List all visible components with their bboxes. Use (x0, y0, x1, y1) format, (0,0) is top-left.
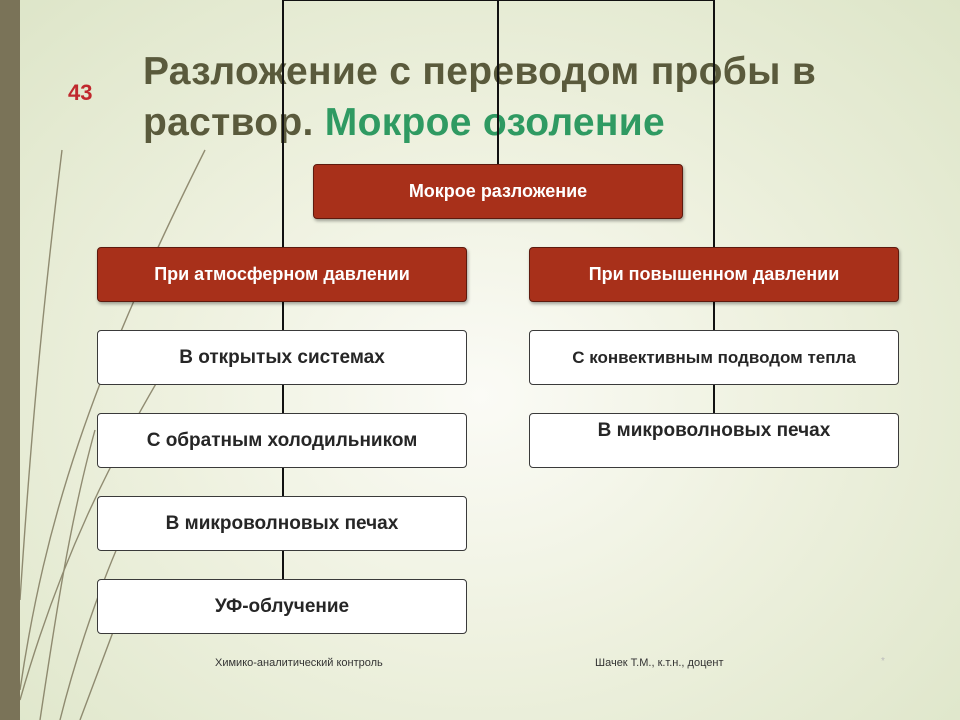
title-main: Разложение с переводом пробы в раствор. (143, 50, 817, 144)
footer-mark: * (881, 656, 885, 667)
left-item-node: С обратным холодильником (97, 413, 467, 468)
footer-course: Химико-аналитический контроль (215, 657, 383, 669)
right-item-node: В микроволновых печах (529, 413, 899, 468)
slide-number: 43 (68, 80, 93, 105)
left-item-node: В микроволновых печах (97, 496, 467, 551)
root-node: Мокрое разложение (313, 164, 683, 219)
footer-author: Шачек Т.М., к.т.н., доцент (595, 657, 724, 669)
title-accent: Мокрое озоление (324, 101, 666, 144)
right-item-node: С конвективным подводом тепла (529, 330, 899, 385)
left-item-node: В открытых системах (97, 330, 467, 385)
left-branch-node: При атмосферном давлении (97, 247, 467, 302)
left-item-node: УФ-облучение (97, 579, 467, 634)
right-branch-node: При повышенном давлении (529, 247, 899, 302)
